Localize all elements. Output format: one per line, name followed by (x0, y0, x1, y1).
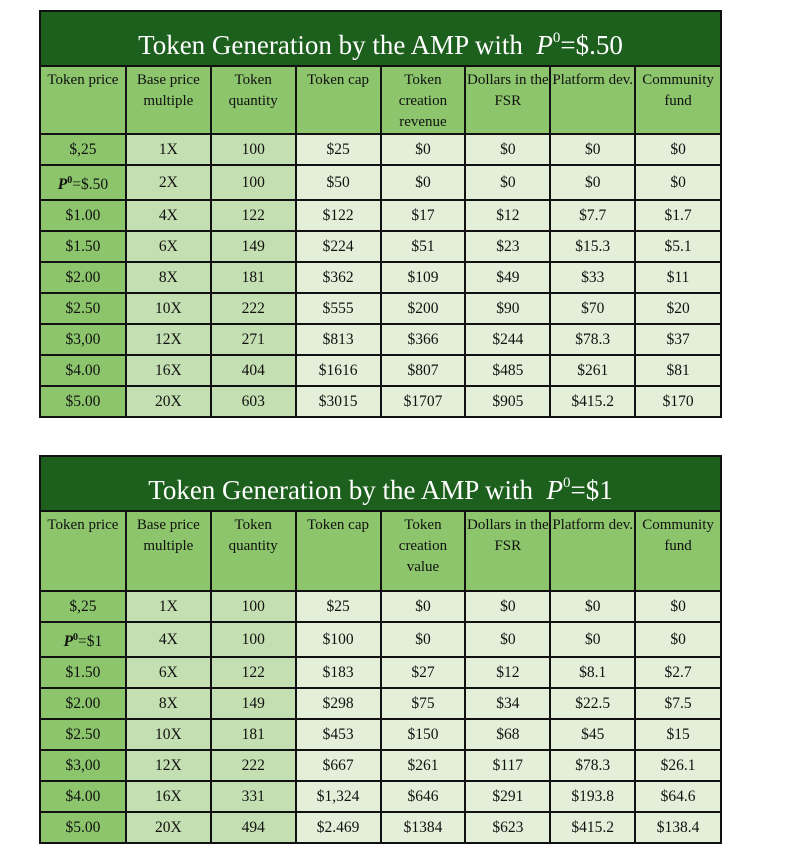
column-header: Platform dev. (550, 67, 635, 134)
table-cell: 100 (211, 622, 296, 657)
table-cell: $1384 (381, 812, 466, 842)
data-grid (41, 512, 720, 842)
table-cell: 181 (211, 262, 296, 293)
table-cell: $12 (465, 200, 550, 231)
table-cell: 20X (126, 812, 211, 842)
table-cell: $813 (296, 324, 381, 355)
table-cell: $7.5 (635, 688, 720, 719)
table-cell: $200 (381, 293, 466, 324)
table-cell: $3,00 (41, 750, 126, 781)
table-cell: $415.2 (550, 386, 635, 416)
title-value: =$.50 (560, 30, 623, 60)
table-cell: $0 (550, 134, 635, 165)
table-cell: $1.50 (41, 657, 126, 688)
table-cell: $0 (381, 165, 466, 200)
table-row (41, 781, 720, 812)
table-cell: 4X (126, 200, 211, 231)
table-cell: $7.7 (550, 200, 635, 231)
table-row (41, 262, 720, 293)
table-cell: $0 (635, 165, 720, 200)
table-cell: $0 (381, 591, 466, 622)
column-header: Community fund (635, 67, 720, 134)
table-row (41, 591, 720, 622)
table-cell: $3,00 (41, 324, 126, 355)
table-cell: $22.5 (550, 688, 635, 719)
table-cell: $291 (465, 781, 550, 812)
table-cell: 100 (211, 134, 296, 165)
column-header: Token quantity (211, 512, 296, 591)
table-cell: $0 (465, 134, 550, 165)
table-cell: $1616 (296, 355, 381, 386)
table-cell: 122 (211, 200, 296, 231)
table-cell: 271 (211, 324, 296, 355)
table-cell: $244 (465, 324, 550, 355)
table-cell: $34 (465, 688, 550, 719)
table-cell: $150 (381, 719, 466, 750)
column-header: Token creation revenue (381, 67, 466, 134)
table-cell: $0 (550, 591, 635, 622)
table-cell: $453 (296, 719, 381, 750)
table-cell: $2.469 (296, 812, 381, 842)
table-cell: 603 (211, 386, 296, 416)
table-title (41, 457, 720, 512)
table-row (41, 750, 720, 781)
table-cell: $81 (635, 355, 720, 386)
p0-symbol: P (63, 633, 74, 651)
table-cell: $27 (381, 657, 466, 688)
table-row (41, 688, 720, 719)
table-cell: 8X (126, 262, 211, 293)
table-row (41, 386, 720, 416)
table-cell: 331 (211, 781, 296, 812)
table-cell: $,25 (41, 134, 126, 165)
title-superscript: 0 (563, 475, 571, 491)
table-cell: 16X (126, 355, 211, 386)
table-cell: $51 (381, 231, 466, 262)
title-text: Token Generation by the AMP with (148, 475, 534, 505)
table-cell: $5.1 (635, 231, 720, 262)
table-cell: $1.50 (41, 231, 126, 262)
table-cell: $122 (296, 200, 381, 231)
p0-value: =$.50 (72, 176, 109, 194)
table-cell: $667 (296, 750, 381, 781)
p0-symbol: P (57, 176, 68, 194)
table-cell: $90 (465, 293, 550, 324)
table-cell: $193.8 (550, 781, 635, 812)
table-row (41, 324, 720, 355)
table-cell: 122 (211, 657, 296, 688)
table-cell: 2X (126, 165, 211, 200)
table-cell: 10X (126, 293, 211, 324)
table-cell: $4.00 (41, 781, 126, 812)
column-header: Token quantity (211, 67, 296, 134)
table-cell: $170 (635, 386, 720, 416)
table-cell: 181 (211, 719, 296, 750)
table-cell: 222 (211, 293, 296, 324)
table-cell: 16X (126, 781, 211, 812)
table-cell: $45 (550, 719, 635, 750)
table-row (41, 293, 720, 324)
table-cell: 149 (211, 231, 296, 262)
table-cell: $2.50 (41, 293, 126, 324)
table-row (41, 355, 720, 386)
table-cell: $623 (465, 812, 550, 842)
table-cell: $2.00 (41, 262, 126, 293)
table-cell: $415.2 (550, 812, 635, 842)
table-cell: 149 (211, 688, 296, 719)
table-row (41, 231, 720, 262)
table-cell: $4.00 (41, 355, 126, 386)
table-row (41, 134, 720, 165)
title-symbol: P (546, 475, 564, 505)
table-cell: $,25 (41, 591, 126, 622)
table-cell: $362 (296, 262, 381, 293)
table-cell: $109 (381, 262, 466, 293)
table-cell: $75 (381, 688, 466, 719)
table-cell: $2.00 (41, 688, 126, 719)
table-cell: $1707 (381, 386, 466, 416)
table-cell: $11 (635, 262, 720, 293)
table-cell: 12X (126, 324, 211, 355)
table-cell: $0 (635, 591, 720, 622)
table-cell: $2.50 (41, 719, 126, 750)
table-cell: $5.00 (41, 812, 126, 842)
table-cell: 10X (126, 719, 211, 750)
table-cell: $298 (296, 688, 381, 719)
title-symbol: P (536, 30, 553, 60)
column-header: Token creation value (381, 512, 466, 591)
table-cell: $366 (381, 324, 466, 355)
table-cell: $1.7 (635, 200, 720, 231)
table-cell: 8X (126, 688, 211, 719)
title-text: Token Generation by the AMP with (138, 30, 523, 60)
p0-value: =$1 (78, 633, 103, 651)
table-cell: $1.00 (41, 200, 126, 231)
table-cell: $37 (635, 324, 720, 355)
table-cell (41, 165, 126, 200)
table-cell: $70 (550, 293, 635, 324)
table-cell (41, 622, 126, 657)
table-cell: $3015 (296, 386, 381, 416)
table-cell: $0 (635, 134, 720, 165)
table-cell: $905 (465, 386, 550, 416)
table-row (41, 622, 720, 657)
column-header: Token price (41, 512, 126, 591)
table-cell: $15 (635, 719, 720, 750)
table-cell: $78.3 (550, 324, 635, 355)
header-row (41, 67, 720, 134)
column-header: Base price multiple (126, 67, 211, 134)
table-cell: $0 (381, 622, 466, 657)
column-header: Platform dev. (550, 512, 635, 591)
title-value: =$1 (570, 475, 613, 505)
table-cell: 494 (211, 812, 296, 842)
table-row (41, 719, 720, 750)
p0-superscript: 0 (67, 175, 73, 186)
table-cell: $0 (550, 165, 635, 200)
table-cell: $261 (381, 750, 466, 781)
table-cell: $485 (465, 355, 550, 386)
table-cell: $25 (296, 591, 381, 622)
table-cell: $12 (465, 657, 550, 688)
table-title (41, 12, 720, 67)
table-cell: 6X (126, 231, 211, 262)
table-cell: 1X (126, 134, 211, 165)
column-header: Dollars in the FSR (465, 67, 550, 134)
table-cell: $138.4 (635, 812, 720, 842)
table-cell: $183 (296, 657, 381, 688)
table-cell: $0 (381, 134, 466, 165)
table-cell: $646 (381, 781, 466, 812)
table-cell: $0 (550, 622, 635, 657)
table-cell: $15.3 (550, 231, 635, 262)
table-cell: 12X (126, 750, 211, 781)
table-cell: $0 (465, 591, 550, 622)
table-cell: $23 (465, 231, 550, 262)
table-cell: 1X (126, 591, 211, 622)
table-cell: $25 (296, 134, 381, 165)
table-cell: $5.00 (41, 386, 126, 416)
column-header: Token cap (296, 512, 381, 591)
table-cell: $20 (635, 293, 720, 324)
table-cell: $68 (465, 719, 550, 750)
table-cell: $26.1 (635, 750, 720, 781)
token-table-p1 (39, 455, 722, 844)
table-cell: $117 (465, 750, 550, 781)
table-cell: 100 (211, 591, 296, 622)
table-cell: $0 (635, 622, 720, 657)
data-grid (41, 67, 720, 416)
table-cell: $49 (465, 262, 550, 293)
column-header: Token cap (296, 67, 381, 134)
table-row (41, 165, 720, 200)
table-cell: $807 (381, 355, 466, 386)
table-cell: $2.7 (635, 657, 720, 688)
table-cell: 404 (211, 355, 296, 386)
header-row (41, 512, 720, 591)
table-cell: $64.6 (635, 781, 720, 812)
table-cell: $100 (296, 622, 381, 657)
table-cell: $555 (296, 293, 381, 324)
table-cell: $33 (550, 262, 635, 293)
table-cell: 4X (126, 622, 211, 657)
table-row (41, 200, 720, 231)
table-cell: $17 (381, 200, 466, 231)
table-cell: $224 (296, 231, 381, 262)
table-cell: $78.3 (550, 750, 635, 781)
column-header: Community fund (635, 512, 720, 591)
token-table-p050 (39, 10, 722, 418)
table-row (41, 812, 720, 842)
p0-superscript: 0 (73, 632, 79, 643)
column-header: Dollars in the FSR (465, 512, 550, 591)
table-cell: $0 (465, 622, 550, 657)
column-header: Base price multiple (126, 512, 211, 591)
table-cell: $0 (465, 165, 550, 200)
column-header: Token price (41, 67, 126, 134)
table-cell: $50 (296, 165, 381, 200)
table-cell: 20X (126, 386, 211, 416)
table-cell: 6X (126, 657, 211, 688)
table-cell: $8.1 (550, 657, 635, 688)
table-cell: $1,324 (296, 781, 381, 812)
table-cell: 100 (211, 165, 296, 200)
title-superscript: 0 (552, 30, 561, 46)
table-cell: 222 (211, 750, 296, 781)
table-cell: $261 (550, 355, 635, 386)
table-row (41, 657, 720, 688)
